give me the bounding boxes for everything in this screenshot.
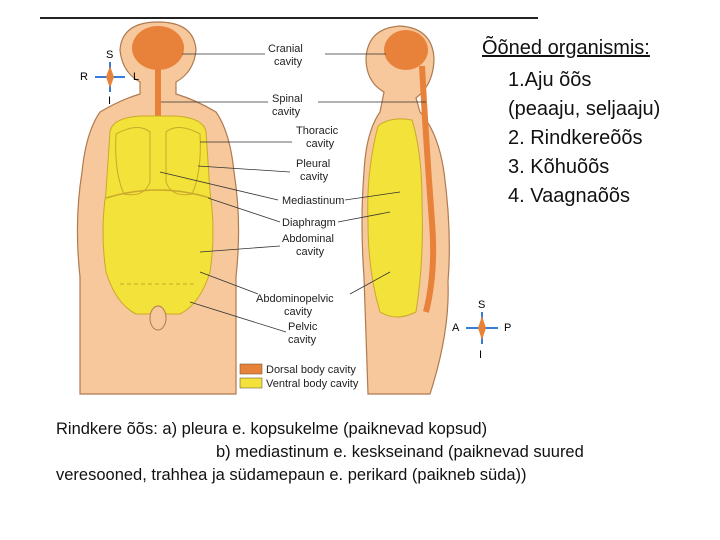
list-item: 2. Rindkereõõs (508, 127, 643, 149)
label-thoracic: Thoracic cavity (296, 125, 339, 150)
compass-side-bottom: I (479, 349, 483, 361)
caption-line-2: b) mediastinum e. keskseinand (paiknevad suured (216, 443, 584, 461)
compass-front-bottom: I (108, 95, 112, 107)
legend-ventral: Ventral body cavity (266, 378, 359, 390)
side-body (362, 26, 449, 394)
compass-side-right: P (504, 322, 512, 334)
legend-swatch-ventral (240, 378, 262, 388)
side-compass (452, 299, 511, 361)
side-cranial-cavity (384, 30, 428, 70)
top-rule (40, 17, 538, 19)
label-diaphragm: Diaphragm (282, 217, 336, 229)
cavity-list (508, 66, 660, 211)
compass-front-left: R (80, 71, 88, 83)
compass-side-left: A (452, 322, 460, 334)
legend (240, 364, 359, 390)
front-cranial-cavity (132, 26, 184, 70)
caption-line-3: veresooned, trahhea ja südamepaun e. perikard (paikneb süda)) (56, 466, 527, 484)
list-item: 1.Aju õõs (508, 69, 592, 91)
compass-front-top: S (106, 49, 114, 61)
caption-line-1: Rindkere õõs: a) pleura e. kopsukelme (paiknevad kopsud) (56, 420, 488, 438)
label-spinal: Spinal cavity (272, 93, 303, 118)
side-ventral-cavity (368, 119, 423, 317)
list-item: 4. Vaagnaõõs (508, 185, 630, 207)
label-pelvic: Pelvic cavity (288, 321, 318, 346)
list-item: (peaaju, seljaaju) (508, 98, 661, 120)
label-mediastinum: Mediastinum (282, 195, 345, 207)
list-item: 3. Kõhuõõs (508, 156, 610, 178)
compass-side-top: S (478, 299, 486, 311)
legend-swatch-dorsal (240, 364, 262, 374)
label-cranial: Cranial cavity (268, 43, 303, 68)
label-abdominal: Abdominal cavity (282, 233, 334, 258)
caption (56, 418, 666, 487)
body-cavities-figure (60, 22, 512, 394)
figure-labels (256, 43, 344, 346)
legend-dorsal: Dorsal body cavity (266, 364, 356, 376)
label-pleural: Pleural cavity (296, 158, 331, 183)
heading: Õõned organismis: (482, 37, 650, 59)
compass-front-right: L (133, 71, 140, 83)
label-abdominopelvic: Abdominopelvic cavity (256, 293, 334, 318)
